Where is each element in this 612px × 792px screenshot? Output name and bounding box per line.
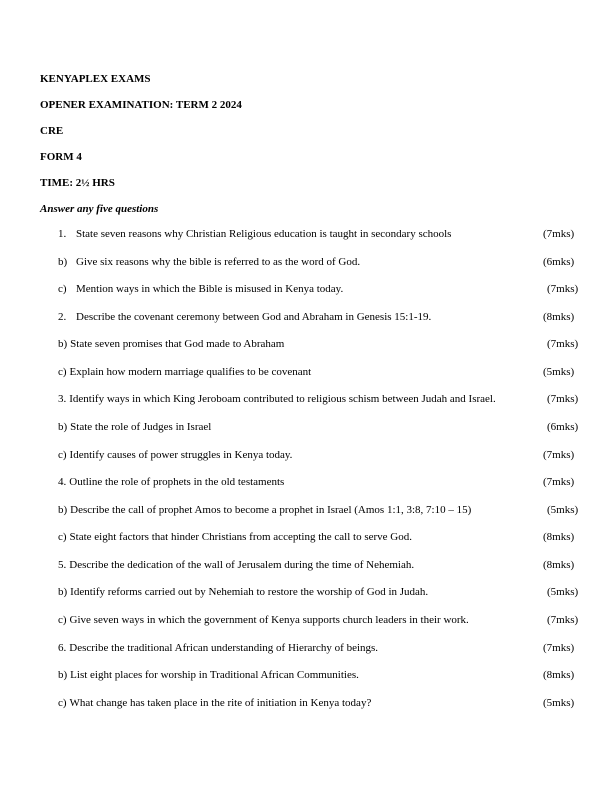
question-marks: (5mks) <box>547 504 579 516</box>
question-1c <box>58 282 612 296</box>
question-number: b) <box>58 669 68 681</box>
question-marks: (7mks) <box>547 283 579 295</box>
question-marks: (7mks) <box>543 476 575 488</box>
question-number: b) <box>58 256 68 268</box>
question-4c <box>58 530 612 544</box>
question-number: 4. <box>58 476 67 488</box>
question-1 <box>58 227 612 241</box>
question-number: b) <box>58 504 68 516</box>
question-text: Describe the covenant ceremony between God and Abraham in Genesis 15:1-19. <box>76 311 432 323</box>
instructions: Answer any five questions <box>40 203 159 215</box>
question-4 <box>58 475 612 489</box>
question-number: 3. <box>58 393 67 405</box>
question-text: Describe the call of prophet Amos to become a prophet in Israel (Amos 1:1, 3:8, 7:10 – 15) <box>70 504 472 516</box>
question-6b <box>58 668 612 682</box>
question-text: State eight factors that hinder Christians from accepting the call to serve God. <box>69 531 412 543</box>
question-number: 6. <box>58 642 67 654</box>
question-marks: (7mks) <box>543 449 575 461</box>
question-text: State seven reasons why Christian Religious education is taught in secondary schools <box>76 228 452 240</box>
question-marks: (7mks) <box>547 393 579 405</box>
question-number: c) <box>58 283 67 295</box>
question-marks: (5mks) <box>547 586 579 598</box>
exam-duration: TIME: 2½ HRS <box>40 177 115 189</box>
question-5c <box>58 613 612 627</box>
question-text: Give six reasons why the bible is referred to as the word of God. <box>76 256 361 268</box>
question-marks: (7mks) <box>543 642 575 654</box>
question-text: Describe the dedication of the wall of Jerusalem during the time of Nehemiah. <box>69 559 415 571</box>
question-marks: (7mks) <box>547 338 579 350</box>
exam-title: OPENER EXAMINATION: TERM 2 2024 <box>40 99 242 111</box>
question-text: List eight places for worship in Traditional African Communities. <box>70 669 359 681</box>
question-number: b) <box>58 421 68 433</box>
question-text: State seven promises that God made to Abraham <box>70 338 285 350</box>
question-3b <box>58 420 612 434</box>
question-marks: (7mks) <box>543 228 575 240</box>
question-number: c) <box>58 697 67 709</box>
question-text: Describe the traditional African understanding of Hierarchy of beings. <box>69 642 379 654</box>
question-number: c) <box>58 366 67 378</box>
question-marks: (8mks) <box>543 669 575 681</box>
question-1b <box>58 255 612 269</box>
question-text: State the role of Judges in Israel <box>70 421 212 433</box>
question-number: b) <box>58 586 68 598</box>
school-name: KENYAPLEX EXAMS <box>40 73 151 85</box>
question-marks: (7mks) <box>547 614 579 626</box>
question-6 <box>58 641 612 655</box>
question-text: What change has taken place in the rite of initiation in Kenya today? <box>69 697 372 709</box>
question-marks: (8mks) <box>543 311 575 323</box>
question-5 <box>58 558 612 572</box>
question-number: c) <box>58 531 67 543</box>
question-marks: (5mks) <box>543 697 575 709</box>
question-marks: (6mks) <box>543 256 575 268</box>
form-level: FORM 4 <box>40 151 82 163</box>
question-text: Mention ways in which the Bible is misused in Kenya today. <box>76 283 344 295</box>
question-number: b) <box>58 338 68 350</box>
question-6c <box>58 696 612 710</box>
question-text: Identify ways in which King Jeroboam contributed to religious schism between Judah and Israel. <box>69 393 496 405</box>
question-marks: (8mks) <box>543 559 575 571</box>
question-2c <box>58 365 612 379</box>
question-number: 5. <box>58 559 67 571</box>
question-number: 2. <box>58 311 67 323</box>
question-2b <box>58 337 612 351</box>
question-marks: (6mks) <box>547 421 579 433</box>
question-text: Explain how modern marriage qualifies to be covenant <box>69 366 312 378</box>
question-text: Outline the role of prophets in the old testaments <box>69 476 285 488</box>
question-number: 1. <box>58 228 67 240</box>
question-text: Identify reforms carried out by Nehemiah to restore the worship of God in Judah. <box>70 586 429 598</box>
question-5b <box>58 585 612 599</box>
question-3 <box>58 392 612 406</box>
question-marks: (8mks) <box>543 531 575 543</box>
subject: CRE <box>40 125 64 137</box>
question-3c <box>58 448 612 462</box>
question-text: Give seven ways in which the government of Kenya supports church leaders in their work. <box>69 614 469 626</box>
question-number: c) <box>58 614 67 626</box>
question-marks: (5mks) <box>543 366 575 378</box>
question-2 <box>58 310 612 324</box>
question-text: Identify causes of power struggles in Kenya today. <box>69 449 293 461</box>
question-4b <box>58 503 612 517</box>
question-number: c) <box>58 449 67 461</box>
